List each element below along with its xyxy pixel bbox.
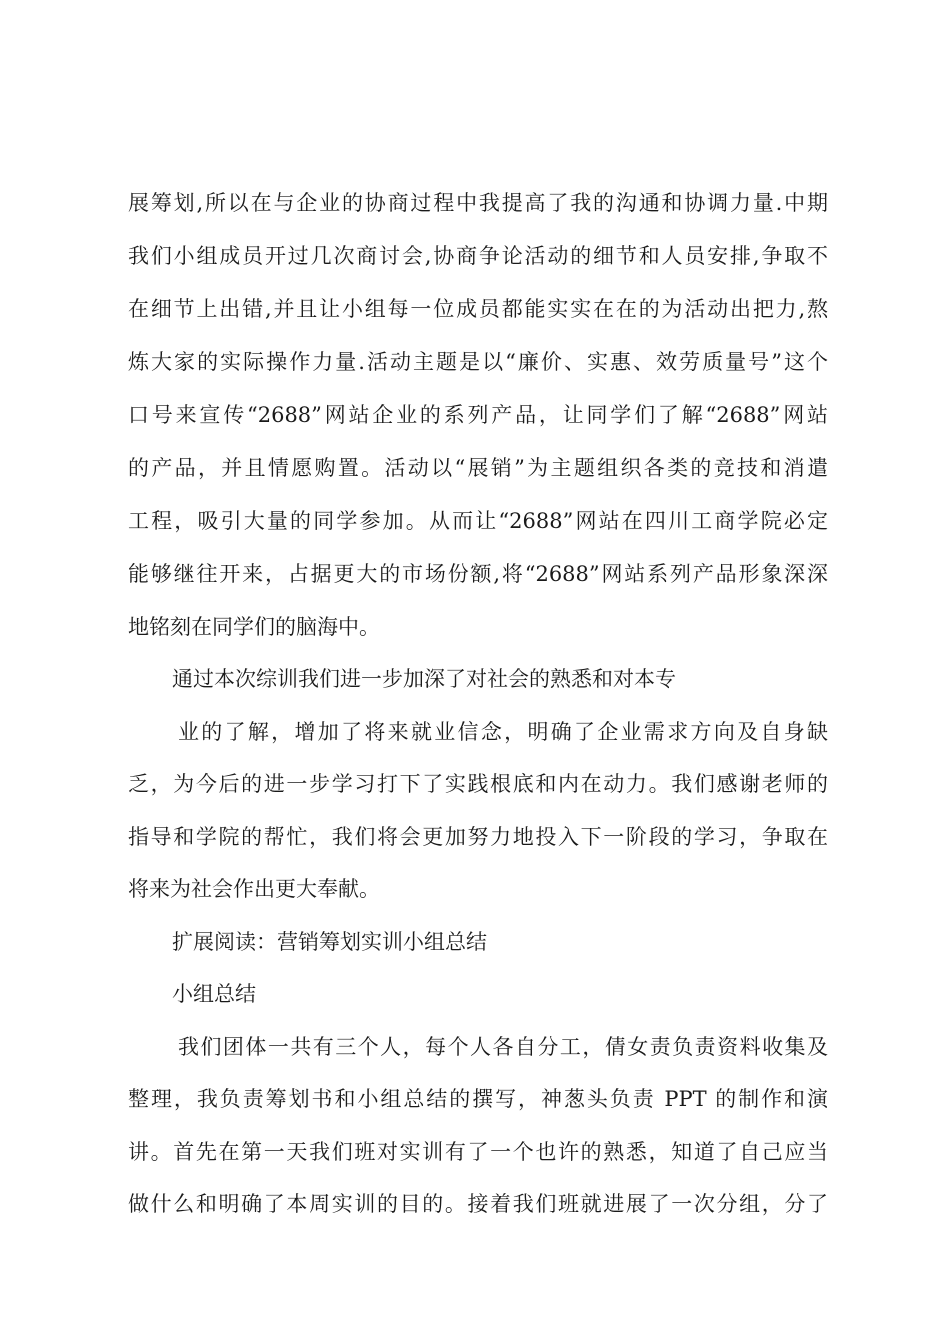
- paragraph-line: 乏，为今后的进一步学习打下了实践根底和内在动力。我们感谢老师的: [128, 772, 828, 796]
- paragraph-line: 业的了解，增加了将来就业信念，明确了企业需求方向及自身缺: [178, 720, 828, 744]
- paragraph-line: 能够继往开来，占据更大的市场份额,将“2688”网站系列产品形象深深: [128, 562, 828, 586]
- section-heading: 小组总结: [172, 982, 256, 1006]
- paragraph-line: 工程，吸引大量的同学参加。从而让“2688”网站在四川工商学院必定: [128, 509, 828, 533]
- paragraph-line: 口号来宣传“2688”网站企业的系列产品，让同学们了解“2688”网站: [128, 403, 828, 427]
- paragraph-line: 我们小组成员开过几次商讨会,协商争论活动的细节和人员安排,争取不: [128, 244, 828, 268]
- paragraph-line: 指导和学院的帮忙，我们将会更加努力地投入下一阶段的学习，争取在: [128, 825, 828, 849]
- paragraph-line: 我们团体一共有三个人，每个人各自分工，倩女责负责资料收集及: [178, 1035, 828, 1059]
- paragraph-line: 做什么和明确了本周实训的目的。接着我们班就进展了一次分组，分了: [128, 1192, 828, 1216]
- paragraph-line: 在细节上出错,并且让小组每一位成员都能实实在在的为活动出把力,熬: [128, 297, 828, 321]
- paragraph-line: 整理，我负责筹划书和小组总结的撰写，神葱头负责 PPT 的制作和演: [128, 1087, 828, 1111]
- paragraph-line: 将来为社会作出更大奉献。: [128, 877, 380, 901]
- paragraph-line: 讲。首先在第一天我们班对实训有了一个也许的熟悉，知道了自己应当: [128, 1140, 828, 1164]
- paragraph-line: 通过本次综训我们进一步加深了对社会的熟悉和对本专: [172, 667, 676, 691]
- paragraph-line: 的产品，并且情愿购置。活动以“展销”为主题组织各类的竞技和消遣: [128, 456, 828, 480]
- extended-reading-heading: 扩展阅读：营销筹划实训小组总结: [172, 930, 487, 954]
- paragraph-line: 地铭刻在同学们的脑海中。: [128, 615, 380, 639]
- paragraph-line: 炼大家的实际操作力量.活动主题是以“廉价、实惠、效劳质量号”这个: [128, 350, 828, 374]
- paragraph-line: 展筹划,所以在与企业的协商过程中我提高了我的沟通和协调力量.中期: [128, 191, 828, 215]
